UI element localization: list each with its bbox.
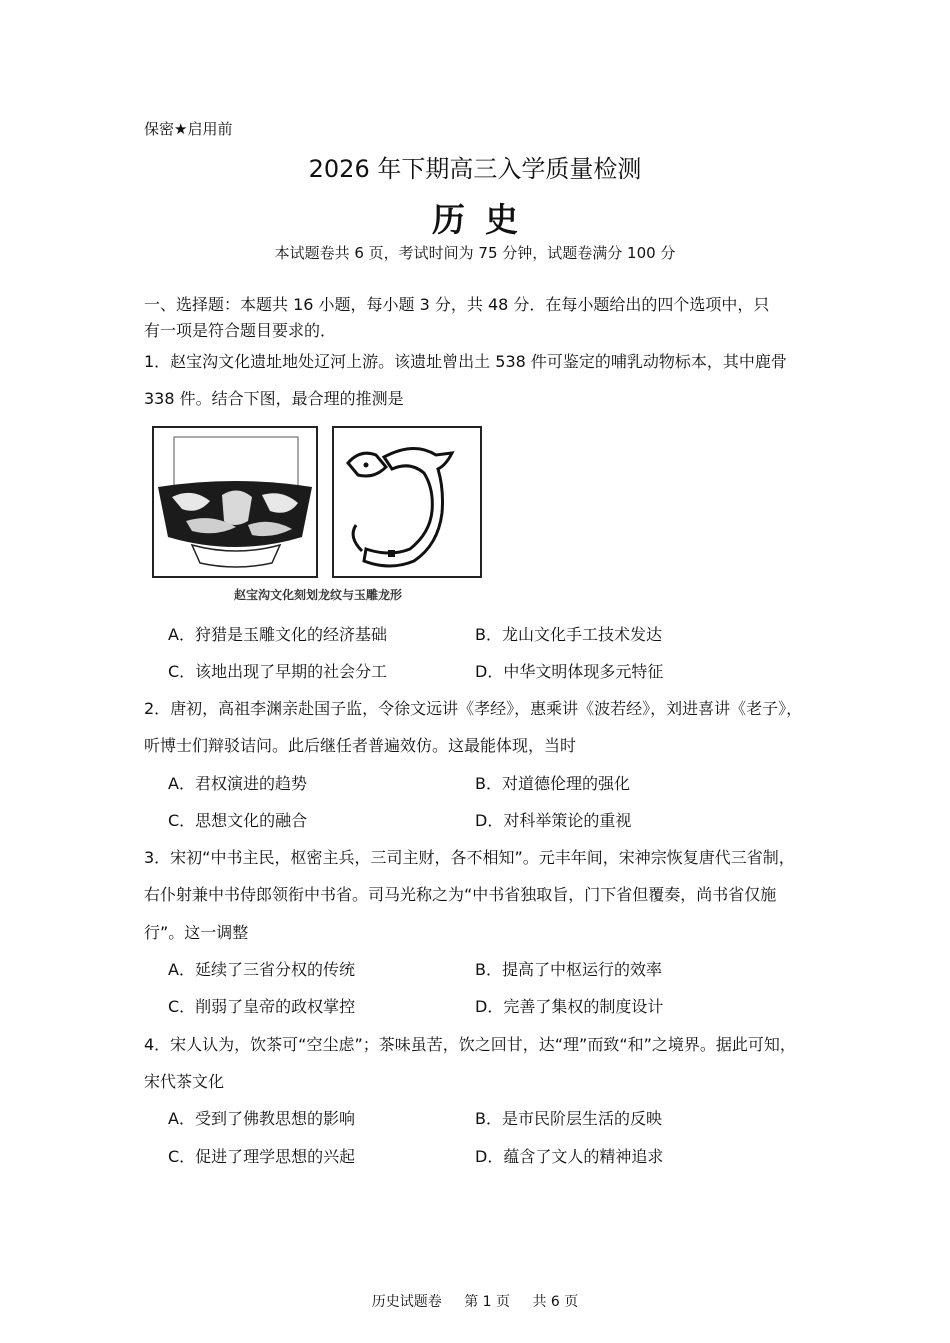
q2-option-c: C．思想文化的融合 [168,811,308,830]
q2-option-a: A．君权演进的趋势 [168,774,307,793]
footer-total-pages: 共 6 页 [532,1294,579,1310]
section-instruction-line2: 有一项是符合题目要求的． [144,321,337,340]
q4-stem-line1: 4．宋人认为，饮茶可“空尘虑”；茶味虽苦，饮之回甘，达“理”而致“和”之境界。据此可知， [144,1035,796,1054]
q4-option-a: A．受到了佛教思想的影响 [168,1109,355,1128]
q2-option-d: D．对科举策论的重视 [475,811,632,830]
footer-page-number: 第 1 页 [464,1294,510,1310]
q2-stem-line2: 听博士们辩驳诘问。此后继任者普遍效仿。这最能体现，当时 [144,736,577,755]
confidential-label: 保密★启用前 [144,120,233,138]
q1-option-a: A．狩猎是玉雕文化的经济基础 [168,625,387,644]
section-instruction-line1: 一、选择题：本题共 16 小题，每小题 3 分，共 48 分．在每小题给出的四个选项中，只 [144,295,770,314]
q1-option-b: B．龙山文化手工技术发达 [475,625,662,644]
q3-option-a: A．延续了三省分权的传统 [168,960,355,979]
q3-option-b: B．提高了中枢运行的效率 [475,960,662,979]
q3-stem-line3: 行”。这一调整 [144,923,249,942]
q1-figure [152,425,484,607]
q4-option-d: D．蕴含了文人的精神追求 [475,1147,664,1166]
q3-stem-line2: 右仆射兼中书侍郎领衔中书省。司马光称之为“中书省独取旨，门下省但覆奏，尚书省仅施 [144,885,777,904]
exam-info: 本试题卷共 6 页，考试时间为 75 分钟，试题卷满分 100 分 [274,244,676,262]
page-footer [0,1291,950,1311]
q1-stem-line2: 338 件。结合下图，最合理的推测是 [144,389,404,408]
carved-dragon-bowl-image [153,427,317,577]
q2-option-b: B．对道德伦理的强化 [475,774,630,793]
footer-paper-name: 历史试题卷 [371,1294,442,1310]
q3-stem-line1: 3．宋初“中书主民，枢密主兵，三司主财，各不相知”。元丰年间，宋神宗恢复唐代三省制， [144,848,795,867]
exam-title: 2026 年下期高三入学质量检测 [308,155,642,183]
q4-option-c: C．促进了理学思想的兴起 [168,1147,356,1166]
q2-stem-line1: 2．唐初，高祖李渊亲赴国子监，令徐文远讲《孝经》，惠乘讲《波若经》，刘进喜讲《老子》， [144,699,803,718]
subject-title: 历史 [432,200,538,239]
jade-dragon-image [333,427,481,577]
q1-option-c: C．该地出现了早期的社会分工 [168,662,388,681]
q3-option-d: D．完善了集权的制度设计 [475,997,664,1016]
q4-stem-line2: 宋代茶文化 [144,1072,225,1091]
q1-figure-caption: 赵宝沟文化刻划龙纹与玉雕龙形 [233,588,402,602]
q4-option-b: B．是市民阶层生活的反映 [475,1109,662,1128]
q3-option-c: C．削弱了皇帝的政权掌控 [168,997,356,1016]
q1-option-d: D．中华文明体现多元特征 [475,662,664,681]
q1-stem-line1: 1．赵宝沟文化遗址地处辽河上游。该遗址曾出土 538 件可鉴定的哺乳动物标本，其中鹿骨 [144,352,787,371]
